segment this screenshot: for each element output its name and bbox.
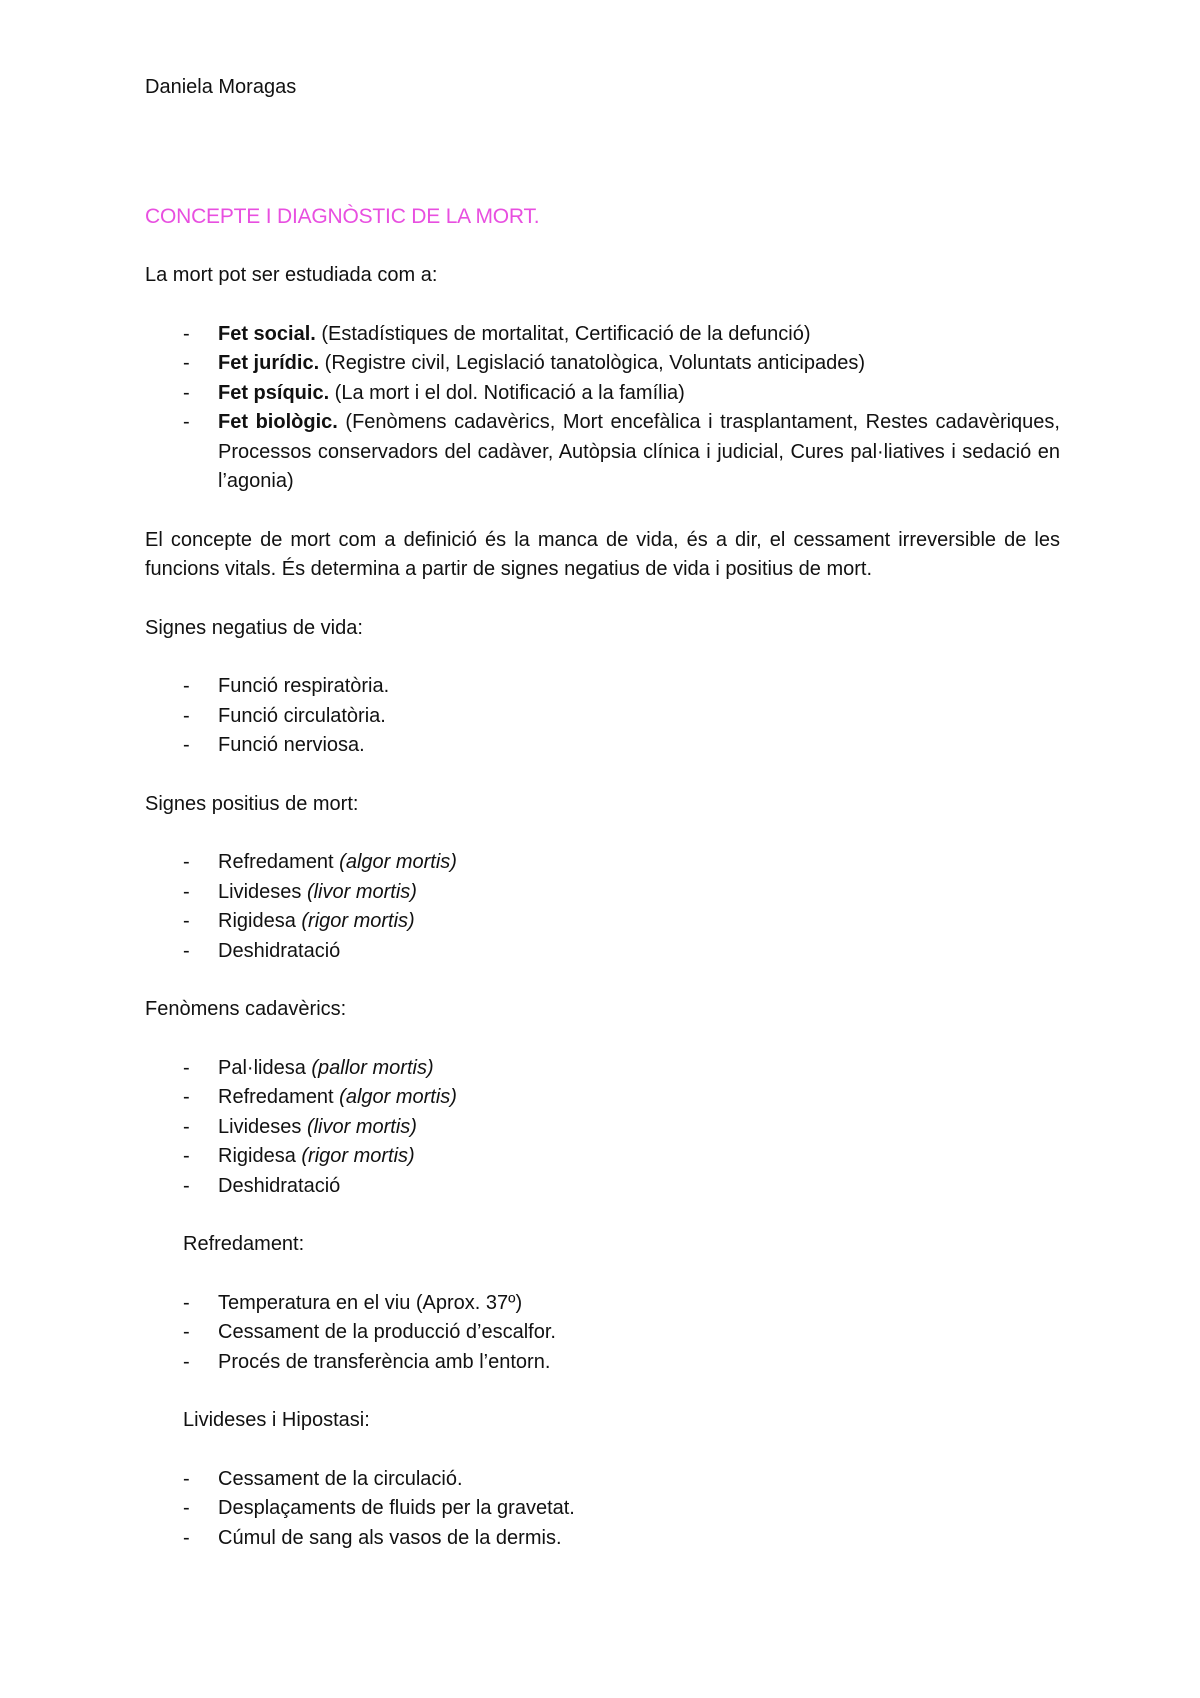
dash-bullet: -	[183, 704, 190, 727]
dash-bullet: -	[183, 1321, 190, 1343]
list-item: - Deshidratació	[145, 1172, 1060, 1202]
list-item: - Cúmul de sang als vasos de la dermis.	[145, 1524, 1060, 1554]
list-item: - Deshidratació	[145, 937, 1060, 967]
list-item: - Cessament de la circulació.	[145, 1465, 1060, 1495]
dash-bullet: -	[183, 322, 190, 345]
list-item: - Cessament de la producció d’escalfor.	[145, 1318, 1060, 1348]
list-item: - Desplaçaments de fluids per la gravetat.	[145, 1494, 1060, 1524]
dash-bullet: -	[183, 734, 190, 756]
dash-bullet: -	[183, 1291, 190, 1314]
dash-bullet: -	[183, 1086, 190, 1108]
dash-bullet: -	[183, 675, 190, 697]
dash-bullet: -	[183, 1526, 190, 1549]
positive-signs-list	[145, 848, 1060, 966]
list-item: - Rigidesa (rigor mortis)	[145, 907, 1060, 937]
positive-signs-heading: Signes positius de mort:	[145, 792, 359, 815]
list-item: - Procés de transferència amb l’entorn.	[145, 1348, 1060, 1378]
list-item: - Refredament (algor mortis)	[145, 848, 1060, 878]
list-item: - Fet social. (Estadístiques de mortalitat, Certificació de la defunció)	[145, 320, 1060, 350]
list-item: - Livideses (livor mortis)	[145, 878, 1060, 908]
list-item: - Fet jurídic. (Registre civil, Legislació tanatològica, Voluntats anticipades)	[145, 349, 1060, 379]
dash-bullet: -	[183, 1056, 190, 1079]
document-page	[145, 72, 1060, 1553]
list-item: - Refredament (algor mortis)	[145, 1083, 1060, 1113]
cadaveric-list	[145, 1054, 1060, 1202]
negative-signs-list	[145, 672, 1060, 761]
dash-bullet: -	[183, 851, 190, 873]
list-item: - Funció respiratòria.	[145, 672, 1060, 702]
list-item: - Fet psíquic. (La mort i el dol. Notificació a la família)	[145, 379, 1060, 409]
list-item: - Funció circulatòria.	[145, 702, 1060, 732]
negative-signs-heading: Signes negatius de vida:	[145, 616, 363, 639]
author-name: Daniela Moragas	[145, 76, 297, 98]
intro-text: La mort pot ser estudiada com a:	[145, 264, 438, 286]
dash-bullet: -	[183, 1350, 190, 1373]
list-item: - Rigidesa (rigor mortis)	[145, 1142, 1060, 1172]
cadaveric-heading: Fenòmens cadavèrics:	[145, 998, 347, 1020]
cooling-list	[145, 1289, 1060, 1378]
list-item: - Temperatura en el viu (Aprox. 37º)	[145, 1289, 1060, 1319]
concept-paragraph: El concepte de mort com a definició és la manca de vida, és a dir, el cessament irreversible de les funcions vitals. És determina a partir de signes negatius de vida i positius de mort.	[145, 528, 1060, 580]
cooling-heading: Refredament:	[183, 1233, 305, 1255]
lividity-heading: Livideses i Hipostasi:	[183, 1409, 370, 1431]
list-item: - Pal·lidesa (pallor mortis)	[145, 1054, 1060, 1084]
document-title: CONCEPTE I DIAGNÒSTIC DE LA MORT.	[145, 205, 540, 228]
list-item: - Fet biològic. (Fenòmens cadavèrics, Mort encefàlica i trasplantament, Restes cadavèriques, Processos conservadors del cadàver, Autòpsia clínica i judicial, Cures pal·liatives i sedació en l’agonia)	[145, 408, 1060, 497]
dash-bullet: -	[183, 1497, 190, 1519]
dash-bullet: -	[183, 1145, 190, 1167]
dash-bullet: -	[183, 381, 190, 404]
dash-bullet: -	[183, 939, 190, 962]
lividity-list	[145, 1465, 1060, 1554]
dash-bullet: -	[183, 352, 190, 374]
facts-list	[145, 320, 1060, 497]
list-item: - Livideses (livor mortis)	[145, 1113, 1060, 1143]
dash-bullet: -	[183, 411, 190, 433]
dash-bullet: -	[183, 1115, 190, 1138]
dash-bullet: -	[183, 1467, 190, 1490]
dash-bullet: -	[183, 880, 190, 903]
dash-bullet: -	[183, 910, 190, 932]
dash-bullet: -	[183, 1174, 190, 1197]
list-item: - Funció nerviosa.	[145, 731, 1060, 761]
